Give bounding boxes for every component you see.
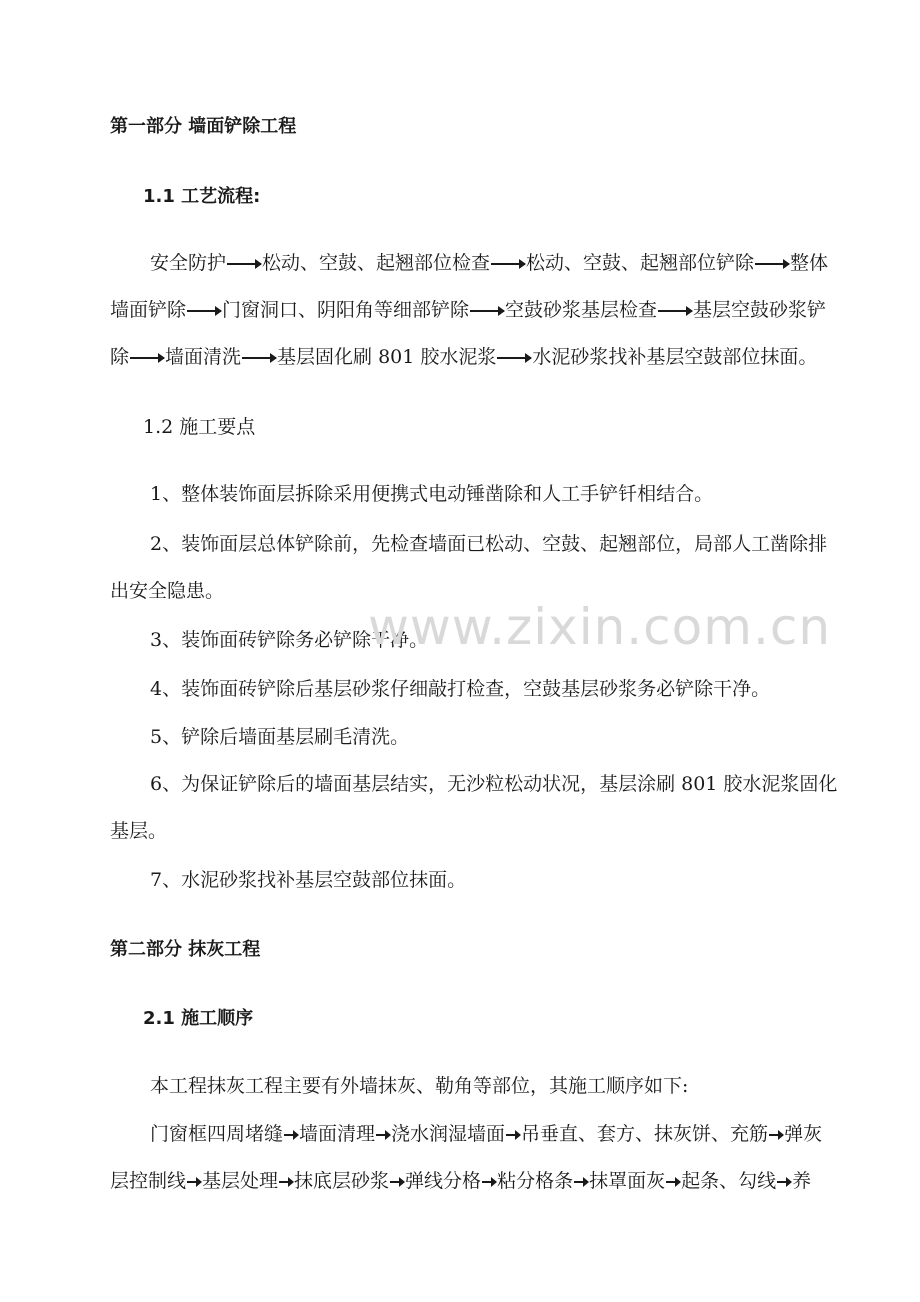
- arrow-right-icon: [187, 310, 221, 312]
- point-3: 3、装饰面砖铲除务必铲除干净。: [150, 629, 429, 651]
- seq-step: 基层处理: [202, 1170, 279, 1192]
- flow-step: 墙面清洗: [165, 346, 242, 368]
- flow-step: 松动、空鼓、起翘部位检查: [262, 252, 491, 274]
- sequence-line-2: [110, 1168, 811, 1194]
- flow-step: 空鼓砂浆基层检查: [505, 299, 658, 321]
- flow-line-2: [110, 297, 826, 323]
- section-1-2-title: 1.2 施工要点: [143, 416, 256, 438]
- point-2-cont: 出安全隐患。: [110, 580, 225, 602]
- arrow-right-icon: [506, 1134, 520, 1136]
- sequence-line-1: [150, 1121, 822, 1147]
- part1-title: 第一部分 墙面铲除工程: [110, 116, 297, 137]
- section-2-1-title: 2.1 施工顺序: [143, 1008, 254, 1029]
- arrow-right-icon: [491, 263, 525, 265]
- flow-line-3: [110, 344, 817, 370]
- seq-step: 吊垂直、套方、抹灰饼、充筋: [521, 1123, 769, 1145]
- point-2: 2、装饰面层总体铲除前，先检查墙面已松动、空鼓、起翘部位，局部人工凿除排: [150, 533, 828, 555]
- arrow-right-icon: [769, 1134, 783, 1136]
- seq-step: 抹底层砂浆: [294, 1170, 390, 1192]
- part2-intro: 本工程抹灰工程主要有外墙抹灰、勒角等部位，其施工顺序如下:: [150, 1075, 689, 1097]
- flow-step: 基层空鼓砂浆铲: [693, 299, 827, 321]
- part2-title: 第二部分 抹灰工程: [110, 939, 261, 960]
- seq-step: 粘分格条: [497, 1170, 574, 1192]
- flow-line-1: [150, 250, 828, 276]
- arrow-right-icon: [130, 357, 164, 359]
- arrow-right-icon: [470, 310, 504, 312]
- seq-step: 层控制线: [110, 1170, 187, 1192]
- point-7: 7、水泥砂浆找补基层空鼓部位抹面。: [150, 869, 467, 891]
- arrow-right-icon: [279, 1181, 293, 1183]
- flow-step: 除: [110, 346, 130, 368]
- section-1-1-title: 1.1 工艺流程:: [143, 186, 261, 207]
- flow-step: 基层固化刷 801 胶水泥浆: [277, 346, 497, 368]
- point-1: 1、整体装饰面层拆除采用便携式电动锤凿除和人工手铲钎相结合。: [150, 483, 714, 505]
- seq-step: 门窗框四周堵缝: [150, 1123, 284, 1145]
- seq-step: 养: [792, 1170, 812, 1192]
- arrow-right-icon: [227, 263, 261, 265]
- seq-step: 起条、勾线: [681, 1170, 777, 1192]
- point-4: 4、装饰面砖铲除后基层砂浆仔细敲打检查，空鼓基层砂浆务必铲除干净。: [150, 678, 771, 700]
- seq-step: 弹线分格: [405, 1170, 482, 1192]
- arrow-right-icon: [376, 1134, 390, 1136]
- point-5: 5、铲除后墙面基层刷毛清洗。: [150, 726, 410, 748]
- flow-step: 整体: [790, 252, 829, 274]
- flow-step: 门窗洞口、阴阳角等细部铲除: [222, 299, 470, 321]
- arrow-right-icon: [242, 357, 276, 359]
- flow-step: 水泥砂浆找补基层空鼓部位抹面。: [532, 346, 818, 368]
- arrow-right-icon: [777, 1181, 791, 1183]
- watermark: www.zixin.com.cn: [368, 598, 832, 656]
- arrow-right-icon: [755, 263, 789, 265]
- point-6: 6、为保证铲除后的墙面基层结实，无沙粒松动状况，基层涂刷 801 胶水泥浆固化: [150, 773, 838, 795]
- arrow-right-icon: [390, 1181, 404, 1183]
- seq-step: 弹灰: [784, 1123, 823, 1145]
- arrow-right-icon: [666, 1181, 680, 1183]
- arrow-right-icon: [574, 1181, 588, 1183]
- flow-step: 墙面铲除: [110, 299, 187, 321]
- flow-step: 安全防护: [150, 252, 227, 274]
- seq-step: 墙面清理: [299, 1123, 376, 1145]
- arrow-right-icon: [284, 1134, 298, 1136]
- flow-step: 松动、空鼓、起翘部位铲除: [526, 252, 755, 274]
- seq-step: 浇水润湿墙面: [391, 1123, 506, 1145]
- arrow-right-icon: [497, 357, 531, 359]
- seq-step: 抹罩面灰: [589, 1170, 666, 1192]
- arrow-right-icon: [187, 1181, 201, 1183]
- arrow-right-icon: [482, 1181, 496, 1183]
- point-6-cont: 基层。: [110, 820, 168, 842]
- arrow-right-icon: [658, 310, 692, 312]
